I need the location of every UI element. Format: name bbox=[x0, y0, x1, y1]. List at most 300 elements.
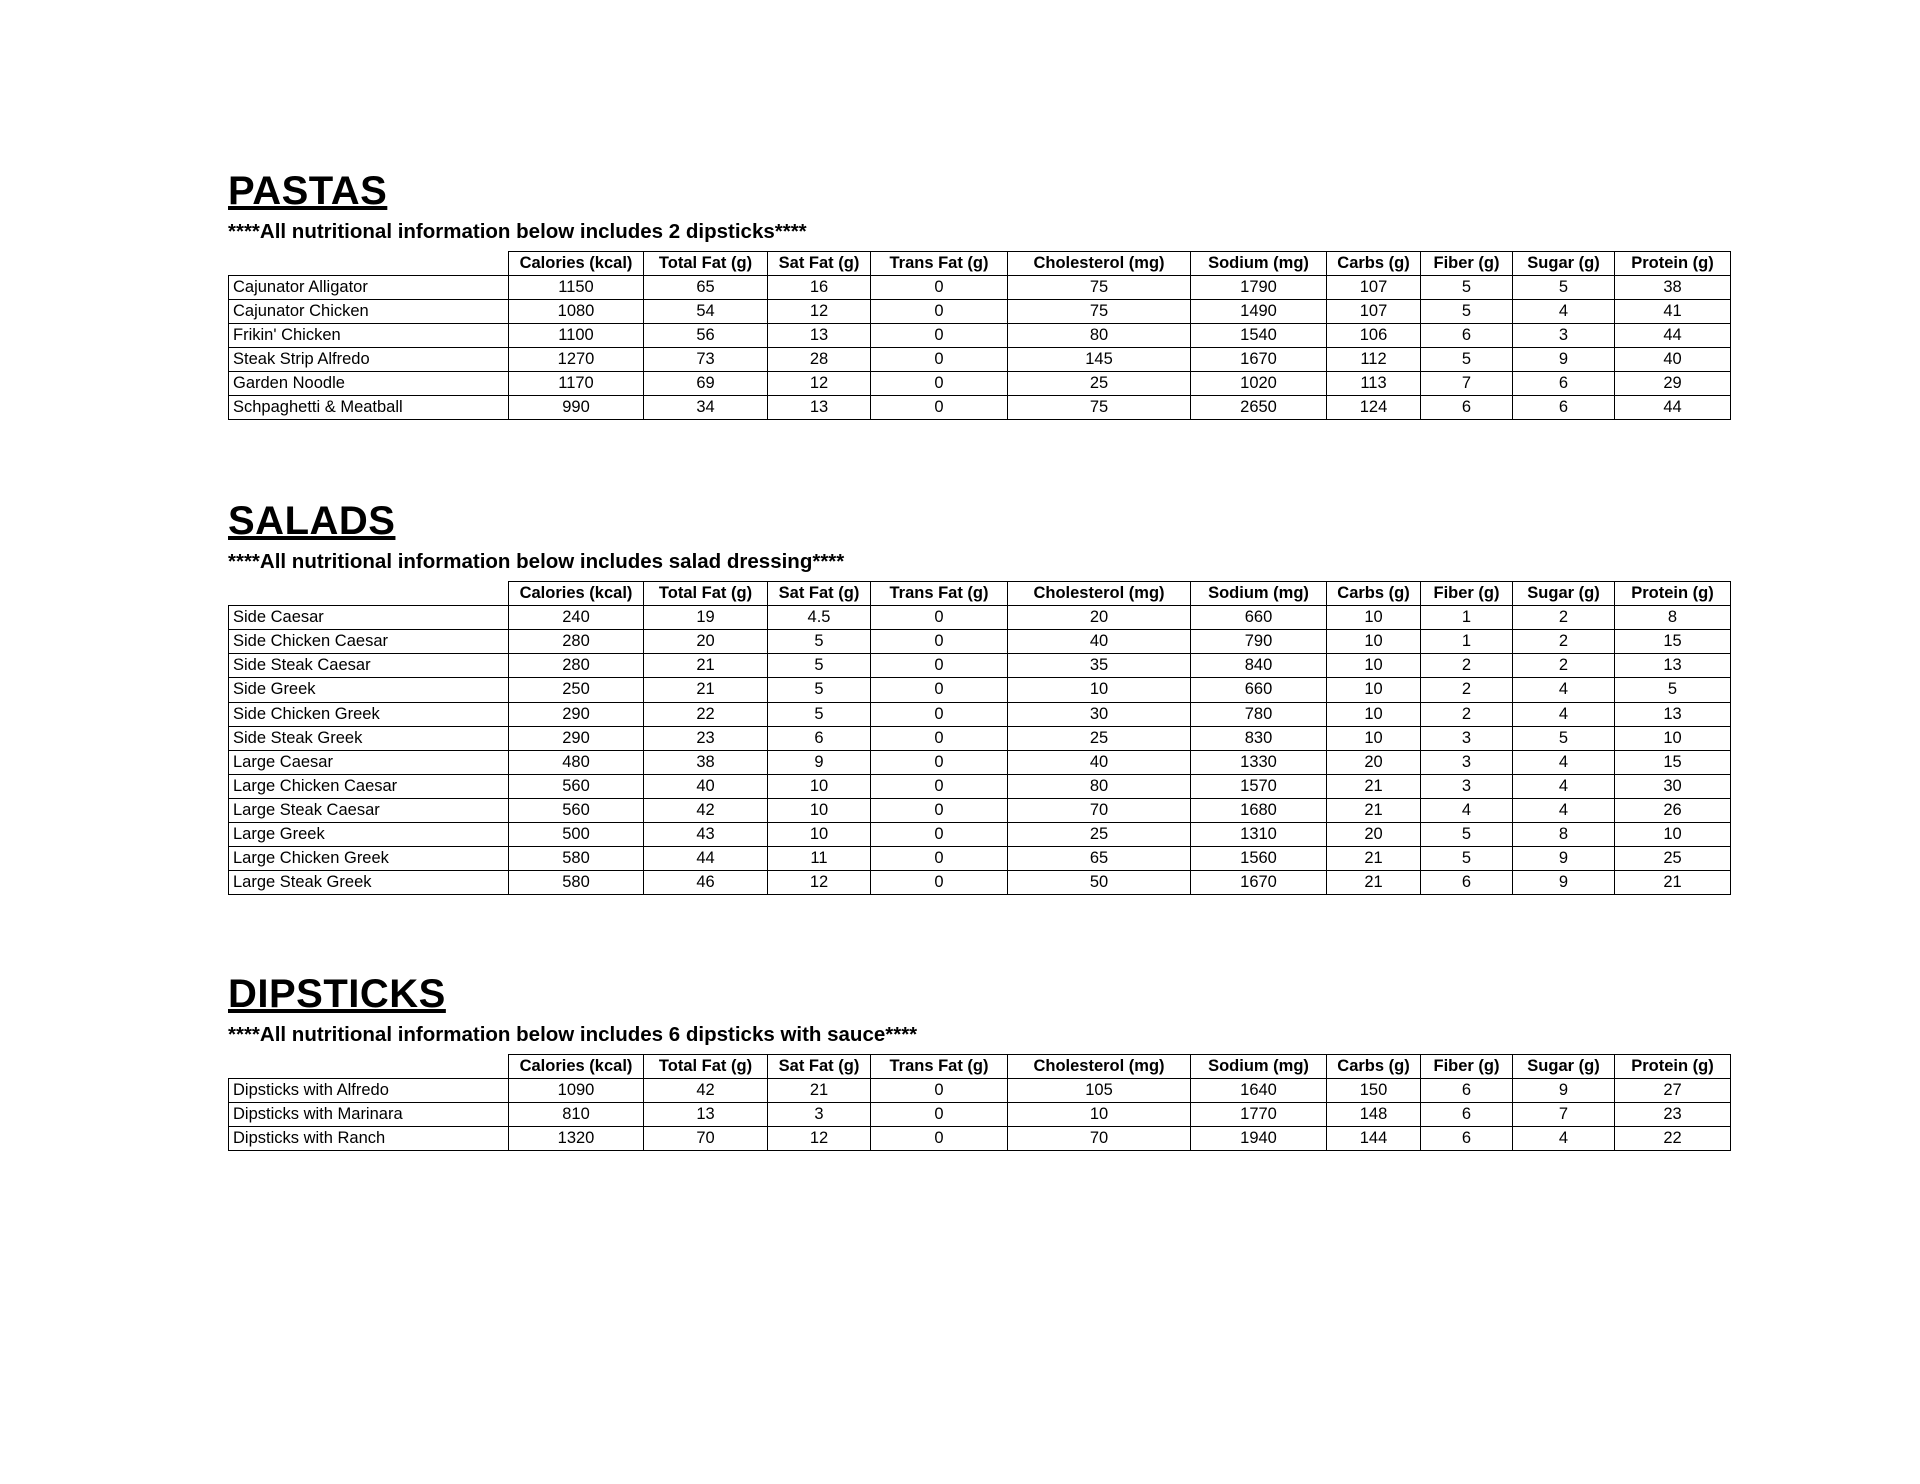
table-row bbox=[229, 847, 1731, 871]
table-row bbox=[229, 726, 1731, 750]
header-sodium: Sodium (mg) bbox=[1191, 1054, 1327, 1078]
cell-sugar: 5 bbox=[1513, 275, 1615, 299]
cell-cholesterol: 105 bbox=[1008, 1079, 1191, 1103]
header-calories: Calories (kcal) bbox=[509, 251, 644, 275]
cell-trans-fat: 0 bbox=[871, 654, 1008, 678]
cell-sugar: 6 bbox=[1513, 396, 1615, 420]
cell-sugar: 9 bbox=[1513, 847, 1615, 871]
header-cholesterol: Cholesterol (mg) bbox=[1008, 251, 1191, 275]
cell-sodium: 1670 bbox=[1191, 871, 1327, 895]
cell-fiber: 1 bbox=[1421, 630, 1513, 654]
cell-calories: 1320 bbox=[509, 1127, 644, 1151]
cell-trans-fat: 0 bbox=[871, 348, 1008, 372]
cell-trans-fat: 0 bbox=[871, 726, 1008, 750]
cell-cholesterol: 70 bbox=[1008, 798, 1191, 822]
cell-sodium: 840 bbox=[1191, 654, 1327, 678]
cell-sodium: 780 bbox=[1191, 702, 1327, 726]
row-item-name: Cajunator Alligator bbox=[229, 275, 509, 299]
row-item-name: Schpaghetti & Meatball bbox=[229, 396, 509, 420]
cell-cholesterol: 70 bbox=[1008, 1127, 1191, 1151]
cell-carbs: 10 bbox=[1327, 726, 1421, 750]
cell-trans-fat: 0 bbox=[871, 275, 1008, 299]
cell-protein: 27 bbox=[1615, 1079, 1731, 1103]
cell-total-fat: 19 bbox=[644, 606, 768, 630]
cell-carbs: 107 bbox=[1327, 299, 1421, 323]
header-trans-fat: Trans Fat (g) bbox=[871, 1054, 1008, 1078]
table-row bbox=[229, 606, 1731, 630]
cell-calories: 560 bbox=[509, 774, 644, 798]
cell-fiber: 3 bbox=[1421, 726, 1513, 750]
header-cholesterol: Cholesterol (mg) bbox=[1008, 1054, 1191, 1078]
cell-cholesterol: 65 bbox=[1008, 847, 1191, 871]
cell-protein: 10 bbox=[1615, 823, 1731, 847]
cell-calories: 1090 bbox=[509, 1079, 644, 1103]
cell-total-fat: 56 bbox=[644, 323, 768, 347]
cell-trans-fat: 0 bbox=[871, 678, 1008, 702]
cell-sat-fat: 12 bbox=[768, 299, 871, 323]
header-protein: Protein (g) bbox=[1615, 581, 1731, 605]
table-row bbox=[229, 323, 1731, 347]
table-row bbox=[229, 654, 1731, 678]
cell-fiber: 1 bbox=[1421, 606, 1513, 630]
cell-cholesterol: 80 bbox=[1008, 774, 1191, 798]
cell-total-fat: 65 bbox=[644, 275, 768, 299]
header-sugar: Sugar (g) bbox=[1513, 581, 1615, 605]
cell-protein: 23 bbox=[1615, 1103, 1731, 1127]
cell-fiber: 5 bbox=[1421, 847, 1513, 871]
cell-carbs: 10 bbox=[1327, 702, 1421, 726]
row-item-name: Large Chicken Greek bbox=[229, 847, 509, 871]
section-pastas bbox=[228, 170, 1920, 420]
cell-cholesterol: 10 bbox=[1008, 678, 1191, 702]
cell-sugar: 3 bbox=[1513, 323, 1615, 347]
row-item-name: Side Chicken Caesar bbox=[229, 630, 509, 654]
cell-calories: 290 bbox=[509, 702, 644, 726]
cell-trans-fat: 0 bbox=[871, 630, 1008, 654]
cell-sodium: 1670 bbox=[1191, 348, 1327, 372]
header-item-blank bbox=[229, 251, 509, 275]
cell-trans-fat: 0 bbox=[871, 702, 1008, 726]
cell-sodium: 1310 bbox=[1191, 823, 1327, 847]
cell-fiber: 6 bbox=[1421, 1079, 1513, 1103]
cell-sugar: 4 bbox=[1513, 798, 1615, 822]
cell-trans-fat: 0 bbox=[871, 299, 1008, 323]
cell-trans-fat: 0 bbox=[871, 372, 1008, 396]
header-sat-fat: Sat Fat (g) bbox=[768, 251, 871, 275]
row-item-name: Large Greek bbox=[229, 823, 509, 847]
cell-protein: 38 bbox=[1615, 275, 1731, 299]
cell-sat-fat: 10 bbox=[768, 798, 871, 822]
cell-total-fat: 40 bbox=[644, 774, 768, 798]
cell-protein: 13 bbox=[1615, 654, 1731, 678]
table-row bbox=[229, 798, 1731, 822]
cell-protein: 5 bbox=[1615, 678, 1731, 702]
table-row bbox=[229, 630, 1731, 654]
cell-carbs: 10 bbox=[1327, 654, 1421, 678]
cell-sat-fat: 5 bbox=[768, 654, 871, 678]
cell-sugar: 5 bbox=[1513, 726, 1615, 750]
header-sugar: Sugar (g) bbox=[1513, 251, 1615, 275]
cell-sugar: 4 bbox=[1513, 702, 1615, 726]
cell-sodium: 1570 bbox=[1191, 774, 1327, 798]
section-spacer bbox=[228, 895, 1920, 973]
header-fiber: Fiber (g) bbox=[1421, 581, 1513, 605]
cell-carbs: 20 bbox=[1327, 823, 1421, 847]
section-dipsticks bbox=[228, 973, 1920, 1151]
cell-trans-fat: 0 bbox=[871, 396, 1008, 420]
cell-calories: 500 bbox=[509, 823, 644, 847]
cell-carbs: 10 bbox=[1327, 630, 1421, 654]
section-note-pastas: ****All nutritional information below includes 2 dipsticks**** bbox=[228, 220, 807, 243]
row-item-name: Side Chicken Greek bbox=[229, 702, 509, 726]
row-item-name: Side Steak Caesar bbox=[229, 654, 509, 678]
row-item-name: Large Steak Greek bbox=[229, 871, 509, 895]
cell-sodium: 1640 bbox=[1191, 1079, 1327, 1103]
cell-carbs: 113 bbox=[1327, 372, 1421, 396]
cell-sat-fat: 16 bbox=[768, 275, 871, 299]
cell-trans-fat: 0 bbox=[871, 1079, 1008, 1103]
row-item-name: Dipsticks with Ranch bbox=[229, 1127, 509, 1151]
header-sodium: Sodium (mg) bbox=[1191, 581, 1327, 605]
cell-sugar: 8 bbox=[1513, 823, 1615, 847]
cell-trans-fat: 0 bbox=[871, 798, 1008, 822]
header-calories: Calories (kcal) bbox=[509, 1054, 644, 1078]
cell-sugar: 7 bbox=[1513, 1103, 1615, 1127]
cell-fiber: 7 bbox=[1421, 372, 1513, 396]
table-row bbox=[229, 348, 1731, 372]
header-sugar: Sugar (g) bbox=[1513, 1054, 1615, 1078]
cell-calories: 990 bbox=[509, 396, 644, 420]
cell-trans-fat: 0 bbox=[871, 871, 1008, 895]
cell-protein: 22 bbox=[1615, 1127, 1731, 1151]
cell-protein: 44 bbox=[1615, 396, 1731, 420]
cell-trans-fat: 0 bbox=[871, 606, 1008, 630]
cell-trans-fat: 0 bbox=[871, 823, 1008, 847]
header-item-blank bbox=[229, 1054, 509, 1078]
cell-total-fat: 38 bbox=[644, 750, 768, 774]
cell-total-fat: 43 bbox=[644, 823, 768, 847]
cell-carbs: 21 bbox=[1327, 774, 1421, 798]
cell-total-fat: 70 bbox=[644, 1127, 768, 1151]
table-row bbox=[229, 1127, 1731, 1151]
table-row bbox=[229, 750, 1731, 774]
cell-sodium: 790 bbox=[1191, 630, 1327, 654]
section-note-dipsticks: ****All nutritional information below includes 6 dipsticks with sauce**** bbox=[228, 1023, 918, 1047]
cell-fiber: 4 bbox=[1421, 798, 1513, 822]
cell-fiber: 5 bbox=[1421, 275, 1513, 299]
cell-carbs: 124 bbox=[1327, 396, 1421, 420]
cell-sat-fat: 5 bbox=[768, 630, 871, 654]
header-sat-fat: Sat Fat (g) bbox=[768, 1054, 871, 1078]
table-row bbox=[229, 396, 1731, 420]
cell-sodium: 1540 bbox=[1191, 323, 1327, 347]
header-cholesterol: Cholesterol (mg) bbox=[1008, 581, 1191, 605]
table-row bbox=[229, 299, 1731, 323]
cell-sat-fat: 9 bbox=[768, 750, 871, 774]
cell-sat-fat: 5 bbox=[768, 678, 871, 702]
header-sat-fat: Sat Fat (g) bbox=[768, 581, 871, 605]
table-header-row bbox=[229, 581, 1731, 605]
table-row bbox=[229, 702, 1731, 726]
cell-trans-fat: 0 bbox=[871, 750, 1008, 774]
row-item-name: Side Caesar bbox=[229, 606, 509, 630]
cell-sodium: 1560 bbox=[1191, 847, 1327, 871]
cell-sodium: 1020 bbox=[1191, 372, 1327, 396]
cell-fiber: 3 bbox=[1421, 774, 1513, 798]
cell-protein: 15 bbox=[1615, 750, 1731, 774]
cell-trans-fat: 0 bbox=[871, 1103, 1008, 1127]
cell-cholesterol: 75 bbox=[1008, 299, 1191, 323]
cell-sugar: 2 bbox=[1513, 630, 1615, 654]
cell-sat-fat: 28 bbox=[768, 348, 871, 372]
section-title-dipsticks: DIPSTICKS bbox=[228, 972, 446, 1017]
header-fiber: Fiber (g) bbox=[1421, 1054, 1513, 1078]
row-item-name: Dipsticks with Alfredo bbox=[229, 1079, 509, 1103]
cell-total-fat: 22 bbox=[644, 702, 768, 726]
header-trans-fat: Trans Fat (g) bbox=[871, 251, 1008, 275]
cell-fiber: 6 bbox=[1421, 323, 1513, 347]
cell-total-fat: 34 bbox=[644, 396, 768, 420]
cell-cholesterol: 75 bbox=[1008, 396, 1191, 420]
row-item-name: Cajunator Chicken bbox=[229, 299, 509, 323]
cell-total-fat: 42 bbox=[644, 798, 768, 822]
cell-cholesterol: 20 bbox=[1008, 606, 1191, 630]
cell-sodium: 1790 bbox=[1191, 275, 1327, 299]
cell-calories: 1100 bbox=[509, 323, 644, 347]
cell-fiber: 5 bbox=[1421, 823, 1513, 847]
row-item-name: Large Chicken Caesar bbox=[229, 774, 509, 798]
cell-fiber: 6 bbox=[1421, 1127, 1513, 1151]
header-sodium: Sodium (mg) bbox=[1191, 251, 1327, 275]
cell-carbs: 21 bbox=[1327, 847, 1421, 871]
header-item-blank bbox=[229, 581, 509, 605]
cell-cholesterol: 75 bbox=[1008, 275, 1191, 299]
cell-protein: 29 bbox=[1615, 372, 1731, 396]
row-item-name: Steak Strip Alfredo bbox=[229, 348, 509, 372]
cell-sat-fat: 10 bbox=[768, 823, 871, 847]
table-row bbox=[229, 871, 1731, 895]
cell-sodium: 830 bbox=[1191, 726, 1327, 750]
cell-carbs: 10 bbox=[1327, 678, 1421, 702]
cell-total-fat: 42 bbox=[644, 1079, 768, 1103]
table-header-row bbox=[229, 1054, 1731, 1078]
cell-protein: 13 bbox=[1615, 702, 1731, 726]
cell-sugar: 9 bbox=[1513, 348, 1615, 372]
cell-cholesterol: 40 bbox=[1008, 630, 1191, 654]
cell-total-fat: 73 bbox=[644, 348, 768, 372]
cell-carbs: 106 bbox=[1327, 323, 1421, 347]
cell-total-fat: 44 bbox=[644, 847, 768, 871]
cell-calories: 280 bbox=[509, 654, 644, 678]
cell-carbs: 150 bbox=[1327, 1079, 1421, 1103]
nutrition-table-pastas bbox=[228, 251, 1731, 421]
cell-fiber: 6 bbox=[1421, 871, 1513, 895]
header-carbs: Carbs (g) bbox=[1327, 1054, 1421, 1078]
cell-sodium: 2650 bbox=[1191, 396, 1327, 420]
cell-sugar: 9 bbox=[1513, 1079, 1615, 1103]
cell-carbs: 21 bbox=[1327, 871, 1421, 895]
cell-sat-fat: 4.5 bbox=[768, 606, 871, 630]
header-total-fat: Total Fat (g) bbox=[644, 1054, 768, 1078]
cell-fiber: 6 bbox=[1421, 1103, 1513, 1127]
cell-sat-fat: 13 bbox=[768, 323, 871, 347]
cell-sodium: 660 bbox=[1191, 606, 1327, 630]
cell-sugar: 2 bbox=[1513, 654, 1615, 678]
section-salads bbox=[228, 500, 1920, 895]
cell-sat-fat: 10 bbox=[768, 774, 871, 798]
cell-cholesterol: 40 bbox=[1008, 750, 1191, 774]
cell-cholesterol: 35 bbox=[1008, 654, 1191, 678]
cell-sugar: 4 bbox=[1513, 678, 1615, 702]
section-spacer bbox=[228, 420, 1920, 500]
cell-sat-fat: 3 bbox=[768, 1103, 871, 1127]
cell-calories: 1170 bbox=[509, 372, 644, 396]
cell-calories: 290 bbox=[509, 726, 644, 750]
table-row bbox=[229, 1103, 1731, 1127]
cell-protein: 44 bbox=[1615, 323, 1731, 347]
table-row bbox=[229, 275, 1731, 299]
cell-trans-fat: 0 bbox=[871, 1127, 1008, 1151]
cell-carbs: 112 bbox=[1327, 348, 1421, 372]
cell-protein: 21 bbox=[1615, 871, 1731, 895]
cell-sat-fat: 21 bbox=[768, 1079, 871, 1103]
row-item-name: Side Greek bbox=[229, 678, 509, 702]
cell-sat-fat: 5 bbox=[768, 702, 871, 726]
section-title-salads: SALADS bbox=[228, 499, 396, 544]
table-header-row bbox=[229, 251, 1731, 275]
cell-sugar: 4 bbox=[1513, 750, 1615, 774]
cell-calories: 240 bbox=[509, 606, 644, 630]
cell-cholesterol: 80 bbox=[1008, 323, 1191, 347]
cell-sat-fat: 12 bbox=[768, 372, 871, 396]
nutrition-table-salads bbox=[228, 581, 1731, 895]
row-item-name: Large Steak Caesar bbox=[229, 798, 509, 822]
cell-calories: 1270 bbox=[509, 348, 644, 372]
cell-cholesterol: 25 bbox=[1008, 726, 1191, 750]
cell-fiber: 2 bbox=[1421, 702, 1513, 726]
row-item-name: Large Caesar bbox=[229, 750, 509, 774]
cell-fiber: 2 bbox=[1421, 654, 1513, 678]
header-total-fat: Total Fat (g) bbox=[644, 251, 768, 275]
header-protein: Protein (g) bbox=[1615, 1054, 1731, 1078]
cell-cholesterol: 145 bbox=[1008, 348, 1191, 372]
cell-sodium: 660 bbox=[1191, 678, 1327, 702]
cell-carbs: 20 bbox=[1327, 750, 1421, 774]
row-item-name: Garden Noodle bbox=[229, 372, 509, 396]
cell-sat-fat: 6 bbox=[768, 726, 871, 750]
cell-sat-fat: 12 bbox=[768, 871, 871, 895]
cell-protein: 10 bbox=[1615, 726, 1731, 750]
cell-sugar: 4 bbox=[1513, 1127, 1615, 1151]
cell-carbs: 148 bbox=[1327, 1103, 1421, 1127]
row-item-name: Side Steak Greek bbox=[229, 726, 509, 750]
row-item-name: Frikin' Chicken bbox=[229, 323, 509, 347]
cell-calories: 480 bbox=[509, 750, 644, 774]
cell-trans-fat: 0 bbox=[871, 847, 1008, 871]
cell-calories: 810 bbox=[509, 1103, 644, 1127]
cell-sugar: 9 bbox=[1513, 871, 1615, 895]
cell-fiber: 5 bbox=[1421, 348, 1513, 372]
cell-protein: 8 bbox=[1615, 606, 1731, 630]
cell-fiber: 2 bbox=[1421, 678, 1513, 702]
cell-calories: 1080 bbox=[509, 299, 644, 323]
cell-cholesterol: 50 bbox=[1008, 871, 1191, 895]
cell-sodium: 1680 bbox=[1191, 798, 1327, 822]
cell-total-fat: 54 bbox=[644, 299, 768, 323]
cell-sat-fat: 11 bbox=[768, 847, 871, 871]
cell-fiber: 3 bbox=[1421, 750, 1513, 774]
cell-carbs: 144 bbox=[1327, 1127, 1421, 1151]
cell-cholesterol: 25 bbox=[1008, 823, 1191, 847]
cell-sugar: 2 bbox=[1513, 606, 1615, 630]
cell-total-fat: 20 bbox=[644, 630, 768, 654]
cell-carbs: 10 bbox=[1327, 606, 1421, 630]
cell-fiber: 5 bbox=[1421, 299, 1513, 323]
cell-fiber: 6 bbox=[1421, 396, 1513, 420]
nutrition-table-dipsticks bbox=[228, 1054, 1731, 1151]
header-carbs: Carbs (g) bbox=[1327, 581, 1421, 605]
table-row bbox=[229, 372, 1731, 396]
cell-sodium: 1770 bbox=[1191, 1103, 1327, 1127]
cell-protein: 25 bbox=[1615, 847, 1731, 871]
header-carbs: Carbs (g) bbox=[1327, 251, 1421, 275]
cell-cholesterol: 10 bbox=[1008, 1103, 1191, 1127]
cell-sugar: 4 bbox=[1513, 774, 1615, 798]
cell-protein: 40 bbox=[1615, 348, 1731, 372]
table-row bbox=[229, 678, 1731, 702]
cell-sugar: 6 bbox=[1513, 372, 1615, 396]
cell-trans-fat: 0 bbox=[871, 323, 1008, 347]
cell-calories: 560 bbox=[509, 798, 644, 822]
cell-sat-fat: 13 bbox=[768, 396, 871, 420]
cell-protein: 15 bbox=[1615, 630, 1731, 654]
section-note-salads: ****All nutritional information below includes salad dressing**** bbox=[228, 550, 845, 574]
cell-carbs: 21 bbox=[1327, 798, 1421, 822]
cell-calories: 1150 bbox=[509, 275, 644, 299]
cell-sodium: 1490 bbox=[1191, 299, 1327, 323]
header-trans-fat: Trans Fat (g) bbox=[871, 581, 1008, 605]
cell-calories: 580 bbox=[509, 847, 644, 871]
table-row bbox=[229, 823, 1731, 847]
cell-protein: 30 bbox=[1615, 774, 1731, 798]
cell-sugar: 4 bbox=[1513, 299, 1615, 323]
cell-total-fat: 21 bbox=[644, 678, 768, 702]
cell-cholesterol: 30 bbox=[1008, 702, 1191, 726]
cell-total-fat: 21 bbox=[644, 654, 768, 678]
header-total-fat: Total Fat (g) bbox=[644, 581, 768, 605]
header-protein: Protein (g) bbox=[1615, 251, 1731, 275]
cell-total-fat: 23 bbox=[644, 726, 768, 750]
cell-total-fat: 46 bbox=[644, 871, 768, 895]
header-calories: Calories (kcal) bbox=[509, 581, 644, 605]
cell-calories: 250 bbox=[509, 678, 644, 702]
cell-protein: 26 bbox=[1615, 798, 1731, 822]
table-row bbox=[229, 1079, 1731, 1103]
cell-calories: 280 bbox=[509, 630, 644, 654]
cell-total-fat: 69 bbox=[644, 372, 768, 396]
header-fiber: Fiber (g) bbox=[1421, 251, 1513, 275]
cell-sat-fat: 12 bbox=[768, 1127, 871, 1151]
cell-sodium: 1940 bbox=[1191, 1127, 1327, 1151]
cell-trans-fat: 0 bbox=[871, 774, 1008, 798]
cell-protein: 41 bbox=[1615, 299, 1731, 323]
table-row bbox=[229, 774, 1731, 798]
row-item-name: Dipsticks with Marinara bbox=[229, 1103, 509, 1127]
cell-cholesterol: 25 bbox=[1008, 372, 1191, 396]
cell-carbs: 107 bbox=[1327, 275, 1421, 299]
cell-sodium: 1330 bbox=[1191, 750, 1327, 774]
section-title-pastas: PASTAS bbox=[228, 169, 388, 213]
